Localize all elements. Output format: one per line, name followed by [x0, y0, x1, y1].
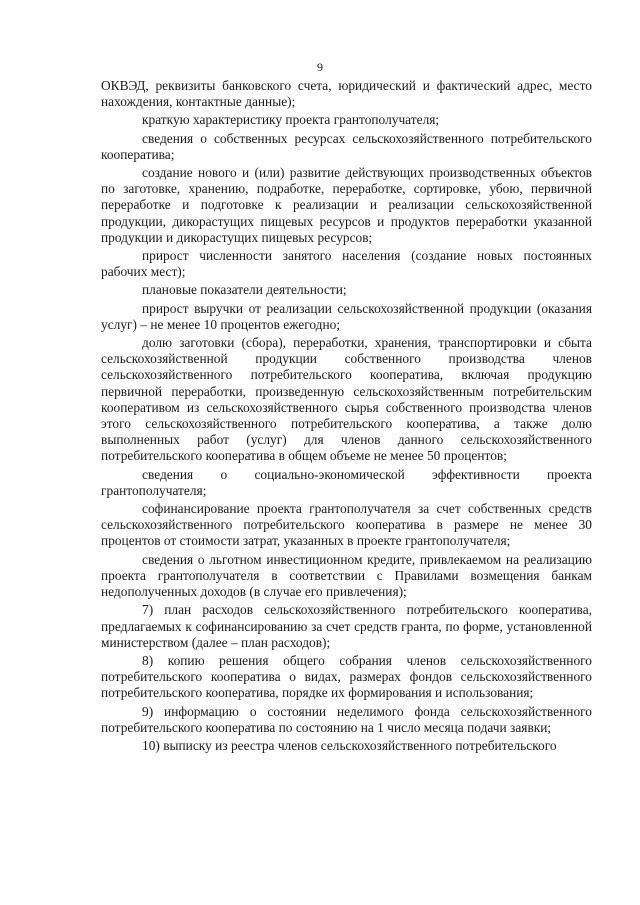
paragraph-4: прирост численности занятого населения (создание новых постоянных рабочих мест); — [101, 248, 592, 280]
paragraph-11: 7) план расходов сельскохозяйственного потребительского кооператива, предлагаемых к софинансированию за счет средств гранта, по форме, установленной министерством (далее – план расходов); — [101, 602, 592, 650]
paragraph-1: краткую характеристику проекта грантополучателя; — [142, 112, 440, 128]
document-body — [101, 78, 592, 754]
paragraph-5: плановые показатели деятельности; — [142, 282, 347, 298]
paragraph-14: 10) выписку из реестра членов сельскохозяйственного потребительского — [142, 737, 557, 753]
page-number: 9 — [317, 60, 323, 74]
paragraph-6: прирост выручки от реализации сельскохозяйственной продукции (оказания услуг) – не менее 10 процентов ежегодно; — [101, 300, 592, 332]
paragraph-9: софинансирование проекта грантополучателя за счет собственных средств сельскохозяйственного потребительского кооператива в размере не менее 30 процентов от стоимости затрат, указанных в проекте грантополучателя; — [101, 501, 592, 549]
paragraph-0: ОКВЭД, реквизиты банковского счета, юридический и фактический адрес, место нахождения, контактные данные); — [101, 78, 592, 110]
paragraph-10: сведения о льготном инвестиционном кредите, привлекаемом на реализацию проекта грантополучателя в соответствии с Правилами возмещения банкам недополученных доходов (в случае его привлечения); — [101, 551, 592, 600]
paragraph-8: сведения о социально-экономической эффективности проекта грантополучателя; — [101, 466, 592, 498]
paragraph-13: 9) информацию о состоянии неделимого фонда сельскохозяйственного потребительского кооператива по состоянию на 1 число месяца подачи заявки; — [101, 703, 592, 735]
paragraph-2: сведения о собственных ресурсах сельскохозяйственного потребительского кооператива; — [101, 130, 592, 162]
paragraph-12: 8) копию решения общего собрания членов сельскохозяйственного потребительского кооператива о видах, размерах фондов сельскохозяйственного потребительского кооператива, порядке их формирования и использования; — [101, 652, 592, 701]
paragraph-3: создание нового и (или) развитие действующих производственных объектов по заготовке, хранению, подработке, переработке, сортировке, убою, первичной переработке и подготовке к реализации и реализации сельскохозяйственной продукции, дикорастущих пищевых ресурсов и продуктов переработки указанной продукции и дикорастущих пищевых ресурсов; — [101, 165, 592, 245]
paragraph-7: долю заготовки (сбора), переработки, хранения, транспортировки и сбыта сельскохозяйственной продукции собственного производства членов сельскохозяйственного потребительского кооператива, включая продукцию первичной переработки, произведенную сельскохозяйственным потребительским кооперативом из сельскохозяйственного сырья собственного производства членов этого сельскохозяйственного потребительского кооператива, а также долю выполненных работ (услуг) для членов данного сельскохозяйственного потребительского кооператива в общем объеме не менее 50 процентов; — [101, 335, 592, 464]
